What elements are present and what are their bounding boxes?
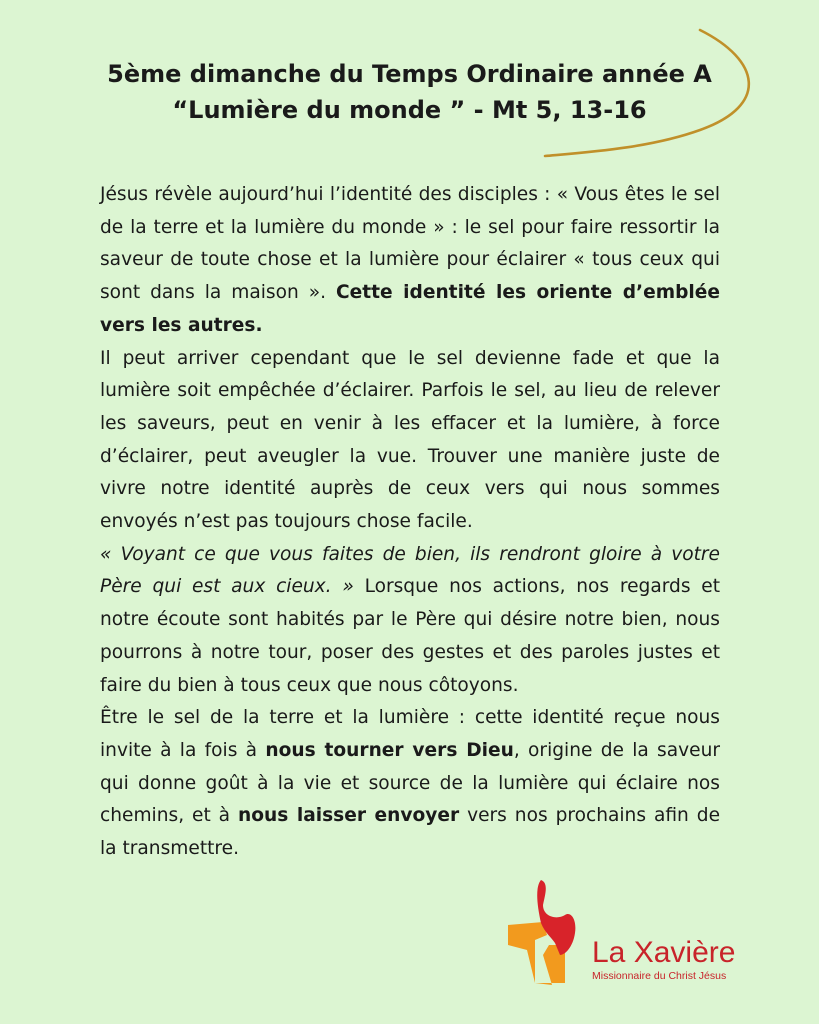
paragraph-4-text-b: , origine de la saveur qui donne goût à la vie et source de la lumière qui éclaire nos chemins, et à <box>100 739 721 827</box>
paragraph-4-bold-b: nous laisser envoyer <box>238 805 460 827</box>
paragraph-4-bold-a: nous tourner vers Dieu <box>265 739 514 761</box>
title-line-1: 5ème dimanche du Temps Ordinaire année A <box>107 60 712 88</box>
logo-name: La Xavière <box>592 936 736 969</box>
body-text <box>100 179 720 866</box>
logo-tagline: Missionnaire du Christ Jésus <box>592 970 727 982</box>
paragraph-1-text: Jésus révèle aujourd’hui l’identité des disciples : « Vous êtes le sel de la terre et la lumière du monde » : le sel pour faire ressortir la saveur de toute chose et la lumière pour éclairer « tous ceux qui sont dans la maison ». <box>100 184 720 304</box>
paragraph-4-text-c: vers nos prochains afin de la transmettre. <box>100 805 721 860</box>
paragraph-4-text-a: Être le sel de la terre et la lumière : cette identité reçue nous invite à la fois à <box>100 707 720 761</box>
paragraph-2: Il peut arriver cependant que le sel devienne fade et que la lumière soit empêchée d’éclairer. Parfois le sel, au lieu de relever les saveurs, peut en venir à les effacer et la lumière, à force d’éclairer, peut aveugler la vue. Trouver une manière juste de vivre notre identité auprès de ceux vers qui nous sommes envoyés n’est pas toujours chose facile. <box>100 347 720 533</box>
paragraph-3-text: Lorsque nos actions, nos regards et notre écoute sont habités par le Père qui désire notre bien, nous pourrons à notre tour, poser des gestes et des paroles justes et faire du bien à tous ceux que nous côtoyons. <box>100 576 720 696</box>
la-xaviere-logo-icon <box>505 875 585 995</box>
page-title <box>0 56 819 128</box>
paragraph-1 <box>100 179 720 343</box>
paragraph-4 <box>100 702 720 866</box>
paragraph-1-bold: Cette identité les oriente d’emblée vers les autres. <box>100 282 720 336</box>
paragraph-3 <box>100 539 720 703</box>
paragraph-3-quote: « Voyant ce que vous faites de bien, ils rendront gloire à votre Père qui est aux cieux. » <box>100 543 720 598</box>
title-line-2: “Lumière du monde ” - Mt 5, 13-16 <box>172 96 647 124</box>
